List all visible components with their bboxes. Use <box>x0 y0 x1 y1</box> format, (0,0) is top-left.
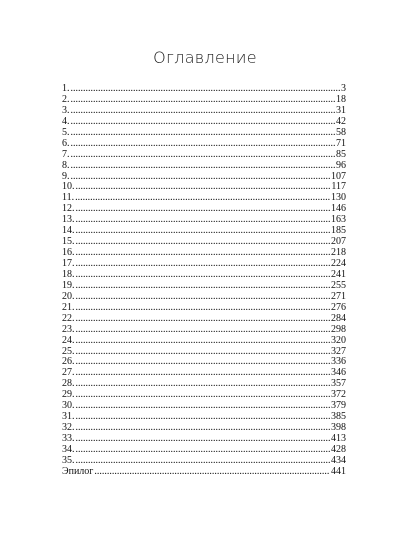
toc-dot-leader <box>76 303 331 314</box>
toc-dot-leader <box>71 95 336 106</box>
toc-entry-page-number: 3 <box>341 83 346 94</box>
toc-entry-page-number: 327 <box>331 345 346 357</box>
toc-dot-leader <box>76 379 331 390</box>
toc-dot-leader <box>76 423 331 434</box>
toc-entry <box>62 390 346 401</box>
toc-entry-label: 12. <box>62 203 75 215</box>
toc-entry-page-number: 284 <box>331 312 346 324</box>
toc-entry-label: 22. <box>62 312 75 324</box>
toc-dot-leader <box>71 106 336 117</box>
toc-dot-leader <box>94 467 330 478</box>
toc-entry-page-number: 241 <box>331 268 346 280</box>
toc-entry-page-number: 117 <box>331 181 346 193</box>
toc-entry-page-number: 276 <box>331 301 346 313</box>
toc-entry-page-number: 31 <box>336 104 346 116</box>
toc-dot-leader <box>76 226 331 237</box>
toc-entry <box>62 204 346 215</box>
toc-entry-page-number: 185 <box>331 225 346 237</box>
toc-dot-leader <box>71 84 341 95</box>
toc-entry-label: 18. <box>62 268 75 280</box>
toc-entry <box>62 248 346 259</box>
toc-entry-page-number: 372 <box>331 389 346 401</box>
toc-entry-label: 9. <box>62 170 70 182</box>
toc-dot-leader <box>76 434 331 445</box>
toc-dot-leader <box>76 336 331 347</box>
toc-entry-label: 16. <box>62 247 75 259</box>
toc-dot-leader <box>76 259 331 270</box>
toc-entry <box>62 161 346 172</box>
toc-entry <box>62 456 346 467</box>
toc-entry-label: 6. <box>62 137 70 149</box>
toc-dot-leader <box>71 150 336 161</box>
toc-entry-label: 7. <box>62 148 70 160</box>
toc-dot-leader <box>71 117 336 128</box>
toc-entry <box>62 314 346 325</box>
toc-entry <box>62 226 346 237</box>
toc-entry-page-number: 398 <box>331 422 346 434</box>
toc-entry-page-number: 441 <box>331 465 346 477</box>
toc-entry-label: 28. <box>62 378 75 390</box>
toc-entry-label: 30. <box>62 400 75 412</box>
toc-dot-leader <box>76 390 331 401</box>
toc-entry-page-number: 434 <box>331 454 346 466</box>
toc-entry <box>62 259 346 270</box>
toc-entry-label: 32. <box>62 422 75 434</box>
toc-entry <box>62 128 346 139</box>
toc-entry-page-number: 107 <box>331 170 346 182</box>
toc-entry-page-number: 218 <box>331 247 346 259</box>
toc-entry <box>62 95 346 106</box>
toc-entry <box>62 325 346 336</box>
toc-dot-leader <box>71 128 336 139</box>
toc-entry-label: 14. <box>62 225 75 237</box>
toc-entry <box>62 270 346 281</box>
toc-dot-leader <box>76 270 331 281</box>
toc-entry-label: 35. <box>62 454 75 466</box>
toc-dot-leader <box>76 325 331 336</box>
toc-entry-label: 1. <box>62 83 70 94</box>
toc-dot-leader <box>76 412 331 423</box>
toc-dot-leader <box>76 182 331 193</box>
toc-entry <box>62 193 346 204</box>
toc-entry <box>62 467 346 478</box>
toc-entry-label: 20. <box>62 290 75 302</box>
toc-entry-label: 29. <box>62 389 75 401</box>
toc-entry <box>62 379 346 390</box>
toc-entry <box>62 106 346 117</box>
toc-entry-label: 15. <box>62 236 75 248</box>
toc-entry <box>62 237 346 248</box>
toc-dot-leader <box>76 248 331 259</box>
toc-entry-label: 10. <box>62 181 75 193</box>
toc-dot-leader <box>76 456 331 467</box>
toc-dot-leader <box>76 215 331 226</box>
toc-entry-page-number: 428 <box>331 443 346 455</box>
toc-dot-leader <box>76 445 331 456</box>
toc-entry-page-number: 130 <box>331 192 346 204</box>
toc-entry <box>62 150 346 161</box>
toc-entry-label: 8. <box>62 159 70 171</box>
toc-dot-leader <box>76 368 331 379</box>
toc-entry <box>62 412 346 423</box>
toc-entry-label: 27. <box>62 367 75 379</box>
toc-entry-page-number: 271 <box>331 290 346 302</box>
toc-entry <box>62 84 346 95</box>
toc-entry-page-number: 42 <box>336 115 346 127</box>
toc-entry <box>62 336 346 347</box>
toc-entry-page-number: 413 <box>331 433 346 444</box>
toc-entry-page-number: 85 <box>336 148 346 160</box>
toc-entry <box>62 445 346 456</box>
toc-entry-page-number: 357 <box>331 378 346 390</box>
toc-entry-page-number: 207 <box>331 236 346 248</box>
toc-list <box>62 84 346 478</box>
toc-entry-label: Эпилог <box>62 465 94 477</box>
toc-entry-label: 13. <box>62 214 75 226</box>
toc-entry-label: 11. <box>62 192 75 204</box>
toc-entry-page-number: 255 <box>331 279 346 291</box>
toc-entry-label: 24. <box>62 334 75 346</box>
toc-entry-label: 19. <box>62 279 75 291</box>
toc-entry-label: 26. <box>62 356 75 368</box>
toc-dot-leader <box>76 281 331 292</box>
toc-dot-leader <box>76 357 331 368</box>
toc-entry <box>62 139 346 150</box>
toc-entry <box>62 401 346 412</box>
toc-entry <box>62 368 346 379</box>
toc-entry-label: 5. <box>62 126 70 138</box>
toc-entry <box>62 182 346 193</box>
toc-entry-page-number: 379 <box>331 400 346 412</box>
toc-entry-page-number: 336 <box>331 356 346 368</box>
toc-entry-label: 17. <box>62 258 75 269</box>
toc-entry-label: 23. <box>62 323 75 335</box>
toc-entry <box>62 357 346 368</box>
toc-dot-leader <box>71 139 336 150</box>
toc-dot-leader <box>71 172 331 183</box>
toc-entry-page-number: 146 <box>331 203 346 215</box>
toc-entry <box>62 215 346 226</box>
toc-entry-page-number: 163 <box>331 214 346 226</box>
toc-entry-label: 2. <box>62 93 70 105</box>
toc-entry-page-number: 298 <box>331 323 346 335</box>
toc-title: Оглавление <box>153 48 257 67</box>
toc-entry-label: 4. <box>62 115 70 127</box>
toc-dot-leader <box>76 401 331 412</box>
toc-entry-page-number: 385 <box>331 411 346 423</box>
toc-entry <box>62 281 346 292</box>
toc-entry-page-number: 96 <box>336 159 346 171</box>
toc-dot-leader <box>76 292 331 303</box>
toc-entry <box>62 303 346 314</box>
toc-entry <box>62 117 346 128</box>
toc-entry-page-number: 224 <box>331 258 346 269</box>
toc-entry-label: 34. <box>62 443 75 455</box>
toc-dot-leader <box>76 314 331 325</box>
toc-dot-leader <box>71 161 336 172</box>
toc-entry-label: 3. <box>62 104 70 116</box>
toc-entry-page-number: 71 <box>336 137 346 149</box>
toc-entry-page-number: 18 <box>336 93 346 105</box>
toc-entry-label: 21. <box>62 301 75 313</box>
toc-entry <box>62 434 346 445</box>
toc-entry-page-number: 58 <box>336 126 346 138</box>
toc-dot-leader <box>76 347 331 358</box>
toc-entry <box>62 423 346 434</box>
toc-dot-leader <box>75 193 330 204</box>
toc-entry-page-number: 346 <box>331 367 346 379</box>
toc-entry <box>62 292 346 303</box>
toc-entry-label: 25. <box>62 345 75 357</box>
toc-dot-leader <box>76 237 331 248</box>
toc-entry <box>62 172 346 183</box>
toc-dot-leader <box>76 204 331 215</box>
toc-entry <box>62 347 346 358</box>
toc-entry-label: 33. <box>62 433 75 444</box>
toc-entry-label: 31. <box>62 411 75 423</box>
toc-entry-page-number: 320 <box>331 334 346 346</box>
